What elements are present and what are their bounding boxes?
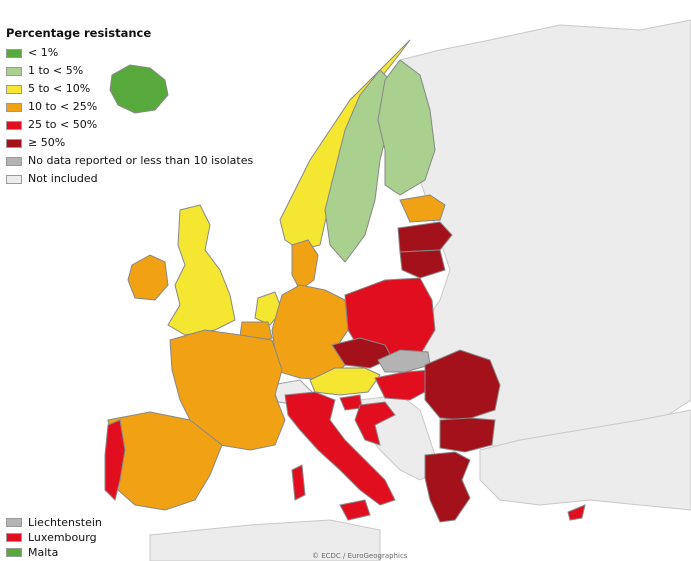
legend-item [6, 134, 253, 152]
country-greece [425, 452, 470, 522]
legend-swatch [6, 548, 22, 557]
legend-swatch [6, 49, 22, 58]
small-state-item [6, 515, 102, 530]
legend-swatch [6, 121, 22, 130]
legend-swatch [6, 67, 22, 76]
legend-title: Percentage resistance [6, 26, 152, 40]
legend-label: Not included [28, 172, 98, 185]
legend-item [6, 170, 253, 188]
country-lithuania [400, 250, 445, 278]
legend-swatch [6, 157, 22, 166]
small-state-item [6, 530, 102, 545]
country-bulgaria [440, 418, 495, 452]
country-germany [272, 285, 348, 380]
legend-label: No data reported or less than 10 isolates [28, 154, 254, 167]
legend-swatch [6, 103, 22, 112]
legend-label: 1 to < 5% [28, 64, 84, 77]
legend-label: Liechtenstein [28, 516, 102, 529]
country-ireland [128, 255, 168, 300]
legend-label: 10 to < 25% [28, 100, 98, 113]
legend-swatch [6, 533, 22, 542]
country-italy-sardinia [292, 465, 305, 500]
legend-item [6, 116, 253, 134]
legend-label: Luxembourg [28, 531, 97, 544]
legend-item [6, 62, 253, 80]
legend-item [6, 152, 253, 170]
legend-label: 25 to < 50% [28, 118, 98, 131]
legend-swatch [6, 175, 22, 184]
legend-swatch [6, 139, 22, 148]
legend-label: 5 to < 10% [28, 82, 91, 95]
legend-item [6, 80, 253, 98]
legend-swatch [6, 85, 22, 94]
small-state-item [6, 545, 102, 560]
map-credit: © ECDC / EuroGeographics [312, 552, 408, 560]
legend-label: Malta [28, 546, 59, 559]
country-cyprus [568, 505, 585, 520]
country-uk [168, 205, 235, 335]
legend-label: < 1% [28, 46, 59, 59]
country-italy-sicily [340, 500, 370, 520]
small-states-legend [6, 515, 102, 560]
legend-item [6, 44, 253, 62]
legend [6, 26, 253, 188]
legend-item [6, 98, 253, 116]
legend-label: ≥ 50% [28, 136, 66, 149]
legend-swatch [6, 518, 22, 527]
country-romania [425, 350, 500, 420]
country-hungary [375, 370, 432, 400]
country-denmark [292, 240, 318, 290]
